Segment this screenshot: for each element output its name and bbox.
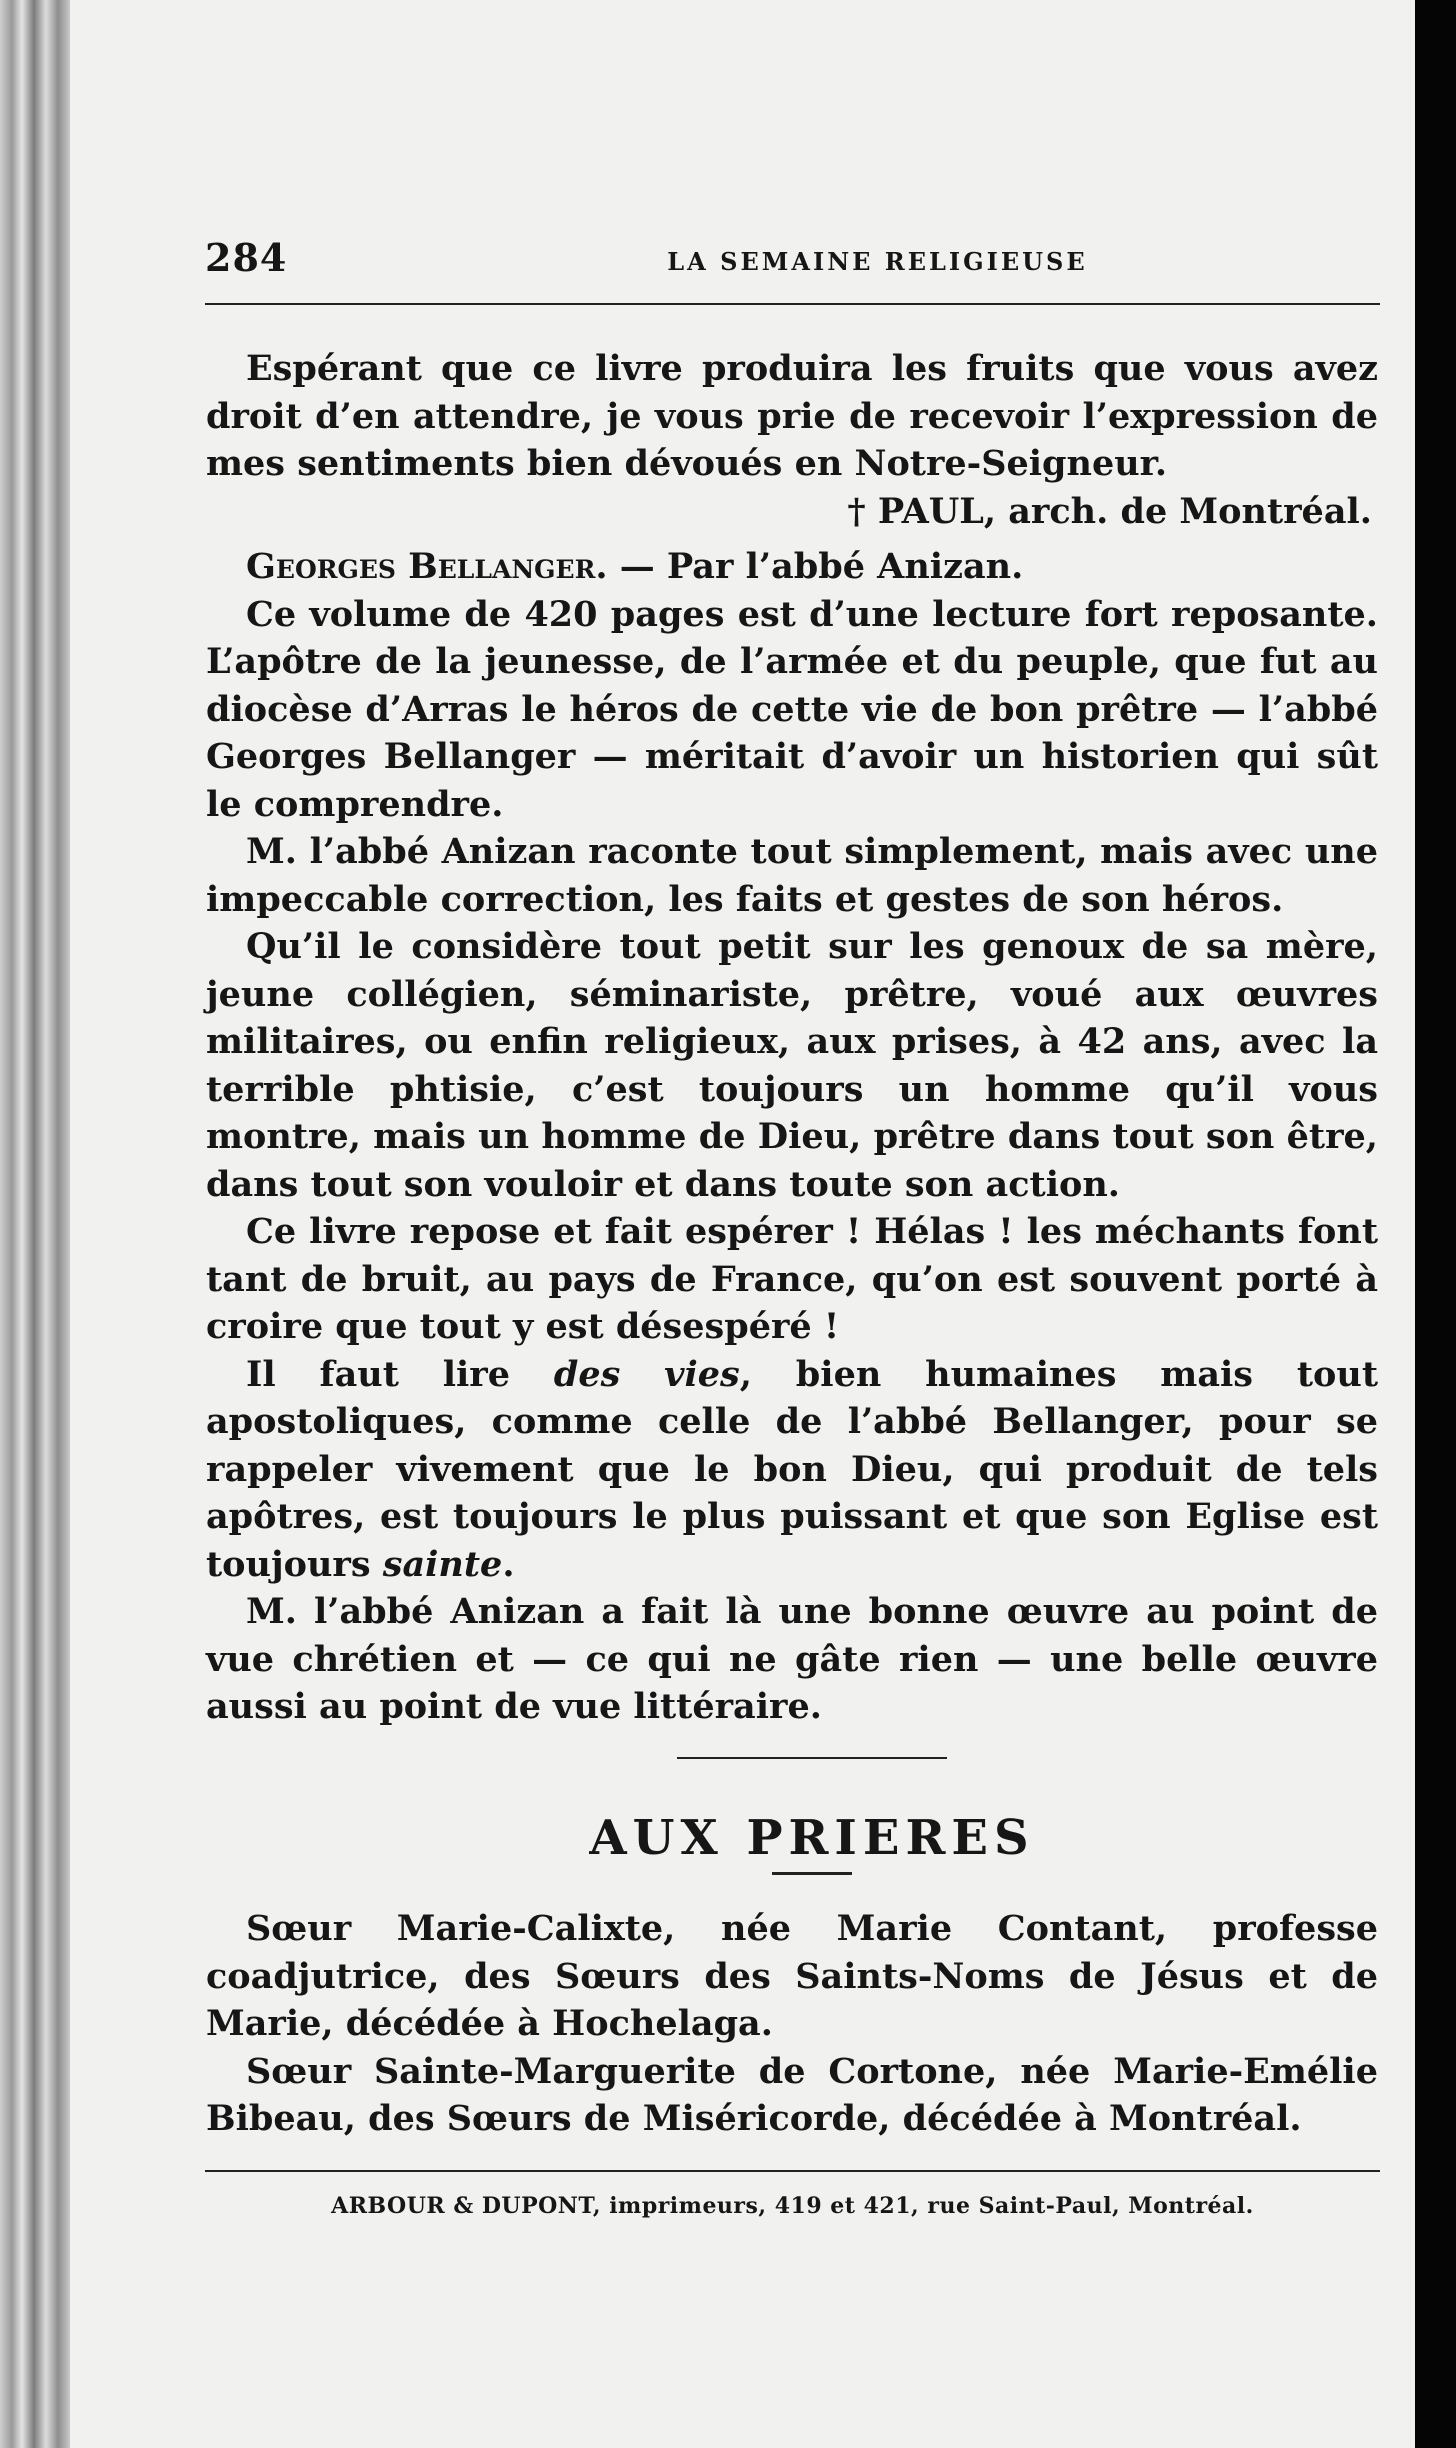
review-book-title: Georges Bellanger. bbox=[246, 546, 608, 587]
page-body bbox=[206, 345, 1378, 2143]
italic-text: des vies bbox=[553, 1353, 740, 1395]
text-run: Il faut lire bbox=[246, 1353, 554, 1395]
printer-imprint: ARBOUR & DUPONT, imprimeurs, 419 et 421, rue Saint-Paul, Montréal. bbox=[331, 2193, 1254, 2219]
section-title: AUX PRIERES bbox=[589, 1809, 1035, 1866]
book-page bbox=[70, 0, 1415, 2448]
page-number: 284 bbox=[205, 235, 288, 280]
scan-background-edge bbox=[1415, 0, 1456, 2448]
review-heading bbox=[206, 543, 1378, 591]
section-divider bbox=[677, 1757, 947, 1759]
title-underline bbox=[772, 1872, 852, 1875]
review-paragraph: M. l’abbé Anizan a fait là une bonne œuvre au point de vue chrétien et — ce qui ne gâte rien — une belle œuvre aussi au point de vue littéraire. bbox=[206, 1591, 1378, 1727]
letter-closing: Espérant que ce livre produira les fruits que vous avez droit d’en attendre, je vous prie de recevoir l’expression de mes sentiments bien dévoués en Notre-Seigneur. bbox=[206, 348, 1378, 484]
prayer-entry: Sœur Sainte-Marguerite de Cortone, née Marie-Emélie Bibeau, des Sœurs de Miséricorde, décédée à Montréal. bbox=[206, 2050, 1378, 2139]
letter-signature: † PAUL, arch. de Montréal. bbox=[847, 490, 1372, 532]
review-paragraph: Ce volume de 420 pages est d’une lecture fort reposante. L’apôtre de la jeunesse, de l’armée et du peuple, que fut au diocèse d’Arras le héros de cette vie de bon prêtre — l’abbé Georges Bellanger — méritait d’avoir un historien qui sût le comprendre. bbox=[206, 593, 1378, 825]
review-paragraph: Qu’il le considère tout petit sur les genoux de sa mère, jeune collégien, séminariste, prêtre, voué aux œuvres militaires, ou enfin religieux, aux prises, à 42 ans, avec la terrible phtisie, c’est toujours un homme qu’il vous montre, mais un homme de Dieu, prêtre dans tout son être, dans tout son vouloir et dans toute son action. bbox=[206, 926, 1378, 1205]
text-run: , bien humaines mais tout apostoliques, comme celle de l’abbé Bellanger, pour se rappeler vivement que le bon Dieu, qui produit de tels apôtres, est toujours le plus puissant et que son Eglise est toujours bbox=[206, 1353, 1378, 1585]
page-header bbox=[205, 235, 1380, 283]
prayer-entry: Sœur Marie-Calixte, née Marie Contant, professe coadjutrice, des Sœurs des Saints-Noms de Jésus et de Marie, décédée à Hochelaga. bbox=[206, 1908, 1378, 2044]
book-spine-edge bbox=[0, 0, 70, 2448]
review-paragraph: Ce livre repose et fait espérer ! Hélas ! les méchants font tant de bruit, au pays de France, qu’on est souvent porté à croire que tout y est désespéré ! bbox=[206, 1211, 1378, 1347]
footer-rule bbox=[205, 2170, 1380, 2172]
running-title: LA SEMAINE RELIGIEUSE bbox=[667, 247, 1088, 276]
review-paragraph bbox=[206, 1351, 1378, 1589]
review-paragraph: M. l’abbé Anizan raconte tout simplement, mais avec une impeccable correction, les faits et gestes de son héros. bbox=[206, 831, 1378, 920]
review-byline: — Par l’abbé Anizan. bbox=[607, 546, 1024, 587]
header-rule bbox=[205, 303, 1380, 305]
italic-text: sainte bbox=[382, 1543, 503, 1585]
text-run: . bbox=[502, 1543, 515, 1585]
